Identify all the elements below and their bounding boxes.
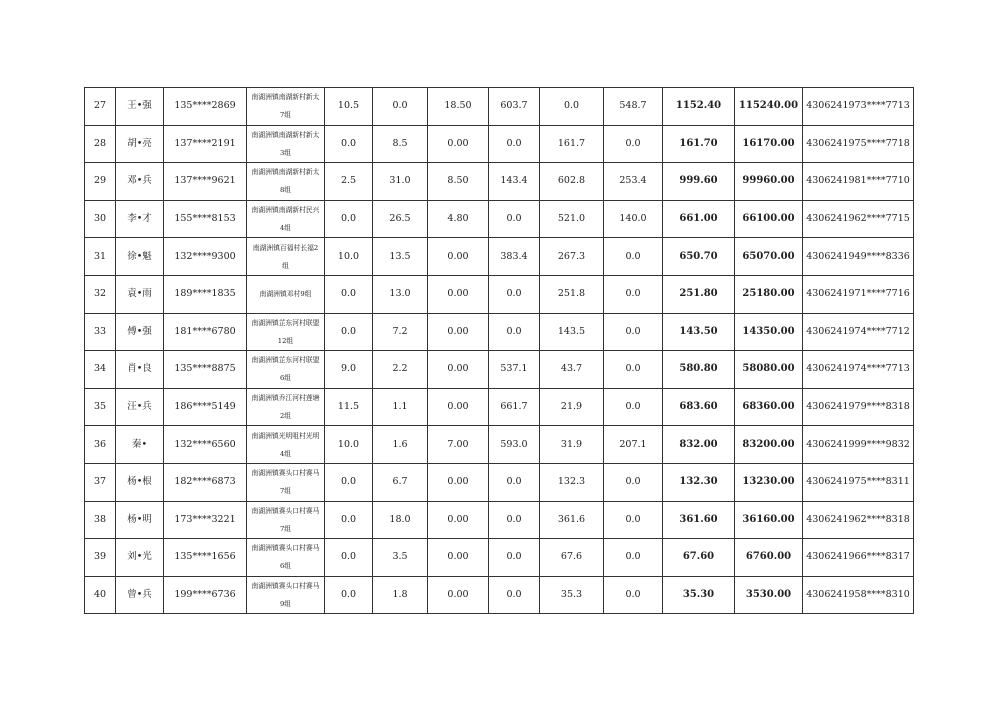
row-total: 683.60 (663, 388, 735, 426)
row-name: 曾•兵 (116, 576, 164, 614)
row-value-3: 0.00 (428, 576, 489, 614)
row-amount: 13230.00 (735, 463, 803, 501)
row-amount: 16170.00 (735, 125, 803, 163)
row-id-number: 4306241975****8311 (803, 463, 914, 501)
row-value-6: 548.7 (604, 88, 663, 126)
row-address: 南湖洲镇南湖新村新太3组 (247, 125, 325, 163)
row-value-2: 18.0 (373, 501, 428, 539)
row-phone: 135****2869 (164, 88, 247, 126)
row-value-2: 2.2 (373, 351, 428, 389)
row-phone: 135****8875 (164, 351, 247, 389)
row-value-3: 0.00 (428, 539, 489, 577)
row-value-6: 0.0 (604, 539, 663, 577)
row-value-6: 0.0 (604, 351, 663, 389)
row-address: 南湖洲镇赛头口村赛马9组 (247, 576, 325, 614)
row-amount: 6760.00 (735, 539, 803, 577)
row-phone: 137****2191 (164, 125, 247, 163)
row-value-5: 267.3 (540, 238, 604, 276)
table-row (85, 275, 914, 313)
row-number: 31 (85, 238, 116, 276)
row-value-4: 0.0 (489, 200, 540, 238)
row-value-4: 661.7 (489, 388, 540, 426)
row-value-1: 11.5 (325, 388, 373, 426)
row-number: 36 (85, 426, 116, 464)
row-value-5: 143.5 (540, 313, 604, 351)
row-value-5: 35.3 (540, 576, 604, 614)
row-amount: 14350.00 (735, 313, 803, 351)
row-address: 南湖洲镇乔江河村莲塘2组 (247, 388, 325, 426)
row-value-1: 0.0 (325, 125, 373, 163)
row-value-2: 1.1 (373, 388, 428, 426)
table-row (85, 238, 914, 276)
row-amount: 25180.00 (735, 275, 803, 313)
row-address: 南湖洲镇邓村9组 (247, 275, 325, 313)
row-phone: 132****9300 (164, 238, 247, 276)
row-id-number: 4306241974****7713 (803, 351, 914, 389)
row-value-6: 0.0 (604, 313, 663, 351)
row-value-1: 0.0 (325, 313, 373, 351)
row-value-6: 0.0 (604, 275, 663, 313)
row-number: 40 (85, 576, 116, 614)
row-value-2: 13.0 (373, 275, 428, 313)
row-value-4: 383.4 (489, 238, 540, 276)
table-row (85, 125, 914, 163)
row-value-6: 207.1 (604, 426, 663, 464)
table-row (85, 426, 914, 464)
row-total: 67.60 (663, 539, 735, 577)
row-address: 南湖洲镇光明咀村光明4组 (247, 426, 325, 464)
row-address: 南湖洲镇百福村长福2组 (247, 238, 325, 276)
row-amount: 36160.00 (735, 501, 803, 539)
row-number: 27 (85, 88, 116, 126)
row-name: 徐•魁 (116, 238, 164, 276)
row-value-2: 3.5 (373, 539, 428, 577)
row-value-6: 140.0 (604, 200, 663, 238)
row-value-6: 253.4 (604, 163, 663, 201)
row-name: 邓•兵 (116, 163, 164, 201)
row-value-1: 0.0 (325, 539, 373, 577)
row-value-3: 0.00 (428, 463, 489, 501)
row-value-4: 0.0 (489, 463, 540, 501)
row-number: 37 (85, 463, 116, 501)
row-number: 39 (85, 539, 116, 577)
row-name: 肖•良 (116, 351, 164, 389)
row-value-2: 1.6 (373, 426, 428, 464)
row-total: 832.00 (663, 426, 735, 464)
row-total: 132.30 (663, 463, 735, 501)
row-phone: 155****8153 (164, 200, 247, 238)
row-total: 251.80 (663, 275, 735, 313)
table-row (85, 501, 914, 539)
row-id-number: 4306241962****8318 (803, 501, 914, 539)
ledger-body (85, 88, 914, 614)
row-amount: 83200.00 (735, 426, 803, 464)
row-total: 661.00 (663, 200, 735, 238)
row-value-5: 21.9 (540, 388, 604, 426)
row-value-3: 0.00 (428, 351, 489, 389)
table-row (85, 200, 914, 238)
row-phone: 181****6780 (164, 313, 247, 351)
table-row (85, 313, 914, 351)
row-address: 南湖洲镇南湖新村新太8组 (247, 163, 325, 201)
row-total: 143.50 (663, 313, 735, 351)
row-value-3: 0.00 (428, 125, 489, 163)
row-value-4: 0.0 (489, 576, 540, 614)
row-id-number: 4306241974****7712 (803, 313, 914, 351)
row-value-6: 0.0 (604, 125, 663, 163)
row-value-5: 602.8 (540, 163, 604, 201)
row-amount: 115240.00 (735, 88, 803, 126)
row-value-5: 132.3 (540, 463, 604, 501)
row-value-2: 1.8 (373, 576, 428, 614)
row-value-5: 251.8 (540, 275, 604, 313)
row-value-1: 9.0 (325, 351, 373, 389)
row-value-6: 0.0 (604, 388, 663, 426)
row-address: 南湖洲镇芷东河村联盟6组 (247, 351, 325, 389)
row-number: 30 (85, 200, 116, 238)
row-value-4: 537.1 (489, 351, 540, 389)
row-total: 161.70 (663, 125, 735, 163)
row-address: 南湖洲镇南湖新村民兴4组 (247, 200, 325, 238)
row-total: 999.60 (663, 163, 735, 201)
table-row (85, 576, 914, 614)
row-value-3: 8.50 (428, 163, 489, 201)
row-value-6: 0.0 (604, 501, 663, 539)
row-value-6: 0.0 (604, 576, 663, 614)
row-address: 南湖洲镇赛头口村赛马6组 (247, 539, 325, 577)
row-phone: 135****1656 (164, 539, 247, 577)
row-id-number: 4306241966****8317 (803, 539, 914, 577)
row-name: 杨•根 (116, 463, 164, 501)
row-value-3: 0.00 (428, 238, 489, 276)
row-value-2: 7.2 (373, 313, 428, 351)
row-value-5: 43.7 (540, 351, 604, 389)
row-value-2: 26.5 (373, 200, 428, 238)
row-address: 南湖洲镇赛头口村赛马7组 (247, 463, 325, 501)
row-value-3: 0.00 (428, 501, 489, 539)
row-id-number: 4306241979****8318 (803, 388, 914, 426)
table-row (85, 388, 914, 426)
row-name: 汪•兵 (116, 388, 164, 426)
table-row (85, 463, 914, 501)
row-id-number: 4306241971****7716 (803, 275, 914, 313)
row-value-4: 0.0 (489, 313, 540, 351)
row-total: 580.80 (663, 351, 735, 389)
row-name: 李•才 (116, 200, 164, 238)
row-value-2: 8.5 (373, 125, 428, 163)
row-number: 35 (85, 388, 116, 426)
row-number: 28 (85, 125, 116, 163)
row-value-2: 31.0 (373, 163, 428, 201)
row-address: 南湖洲镇南湖新村新太7组 (247, 88, 325, 126)
row-value-5: 31.9 (540, 426, 604, 464)
row-value-1: 0.0 (325, 576, 373, 614)
row-value-4: 143.4 (489, 163, 540, 201)
row-id-number: 4306241975****7718 (803, 125, 914, 163)
row-value-1: 2.5 (325, 163, 373, 201)
row-phone: 186****5149 (164, 388, 247, 426)
row-value-5: 0.0 (540, 88, 604, 126)
row-name: 王•强 (116, 88, 164, 126)
row-id-number: 4306241999****9832 (803, 426, 914, 464)
row-total: 35.30 (663, 576, 735, 614)
row-value-5: 521.0 (540, 200, 604, 238)
row-amount: 68360.00 (735, 388, 803, 426)
row-id-number: 4306241962****7715 (803, 200, 914, 238)
row-number: 29 (85, 163, 116, 201)
row-phone: 132****6560 (164, 426, 247, 464)
row-name: 胡•亮 (116, 125, 164, 163)
row-id-number: 4306241981****7710 (803, 163, 914, 201)
row-number: 33 (85, 313, 116, 351)
row-value-4: 0.0 (489, 501, 540, 539)
row-number: 32 (85, 275, 116, 313)
row-phone: 137****9621 (164, 163, 247, 201)
row-phone: 182****6873 (164, 463, 247, 501)
row-value-1: 0.0 (325, 200, 373, 238)
row-value-4: 0.0 (489, 275, 540, 313)
row-phone: 189****1835 (164, 275, 247, 313)
row-value-4: 593.0 (489, 426, 540, 464)
row-total: 650.70 (663, 238, 735, 276)
row-value-6: 0.0 (604, 238, 663, 276)
row-value-1: 10.5 (325, 88, 373, 126)
row-name: 袁•雨 (116, 275, 164, 313)
row-value-3: 18.50 (428, 88, 489, 126)
row-address: 南湖洲镇赛头口村赛马7组 (247, 501, 325, 539)
row-number: 34 (85, 351, 116, 389)
row-number: 38 (85, 501, 116, 539)
row-value-1: 10.0 (325, 426, 373, 464)
table-row (85, 163, 914, 201)
row-value-5: 67.6 (540, 539, 604, 577)
row-address: 南湖洲镇芷东河村联盟12组 (247, 313, 325, 351)
row-phone: 199****6736 (164, 576, 247, 614)
row-value-4: 0.0 (489, 539, 540, 577)
row-name: 杨•明 (116, 501, 164, 539)
table-row (85, 351, 914, 389)
row-value-5: 161.7 (540, 125, 604, 163)
row-id-number: 4306241958****8310 (803, 576, 914, 614)
row-id-number: 4306241949****8336 (803, 238, 914, 276)
table-row (85, 88, 914, 126)
row-id-number: 4306241973****7713 (803, 88, 914, 126)
row-total: 1152.40 (663, 88, 735, 126)
row-amount: 99960.00 (735, 163, 803, 201)
row-phone: 173****3221 (164, 501, 247, 539)
row-value-4: 603.7 (489, 88, 540, 126)
row-value-1: 0.0 (325, 275, 373, 313)
row-value-3: 0.00 (428, 388, 489, 426)
row-value-1: 10.0 (325, 238, 373, 276)
ledger-table (84, 87, 914, 614)
row-value-4: 0.0 (489, 125, 540, 163)
row-value-3: 0.00 (428, 275, 489, 313)
row-value-1: 0.0 (325, 501, 373, 539)
row-amount: 58080.00 (735, 351, 803, 389)
row-value-3: 7.00 (428, 426, 489, 464)
row-value-6: 0.0 (604, 463, 663, 501)
row-amount: 66100.00 (735, 200, 803, 238)
row-name: 秦• (116, 426, 164, 464)
row-total: 361.60 (663, 501, 735, 539)
row-amount: 65070.00 (735, 238, 803, 276)
row-value-1: 0.0 (325, 463, 373, 501)
row-value-3: 0.00 (428, 313, 489, 351)
row-name: 傅•强 (116, 313, 164, 351)
row-value-2: 13.5 (373, 238, 428, 276)
row-amount: 3530.00 (735, 576, 803, 614)
row-value-5: 361.6 (540, 501, 604, 539)
row-name: 刘•光 (116, 539, 164, 577)
row-value-2: 6.7 (373, 463, 428, 501)
row-value-2: 0.0 (373, 88, 428, 126)
row-value-3: 4.80 (428, 200, 489, 238)
table-row (85, 539, 914, 577)
